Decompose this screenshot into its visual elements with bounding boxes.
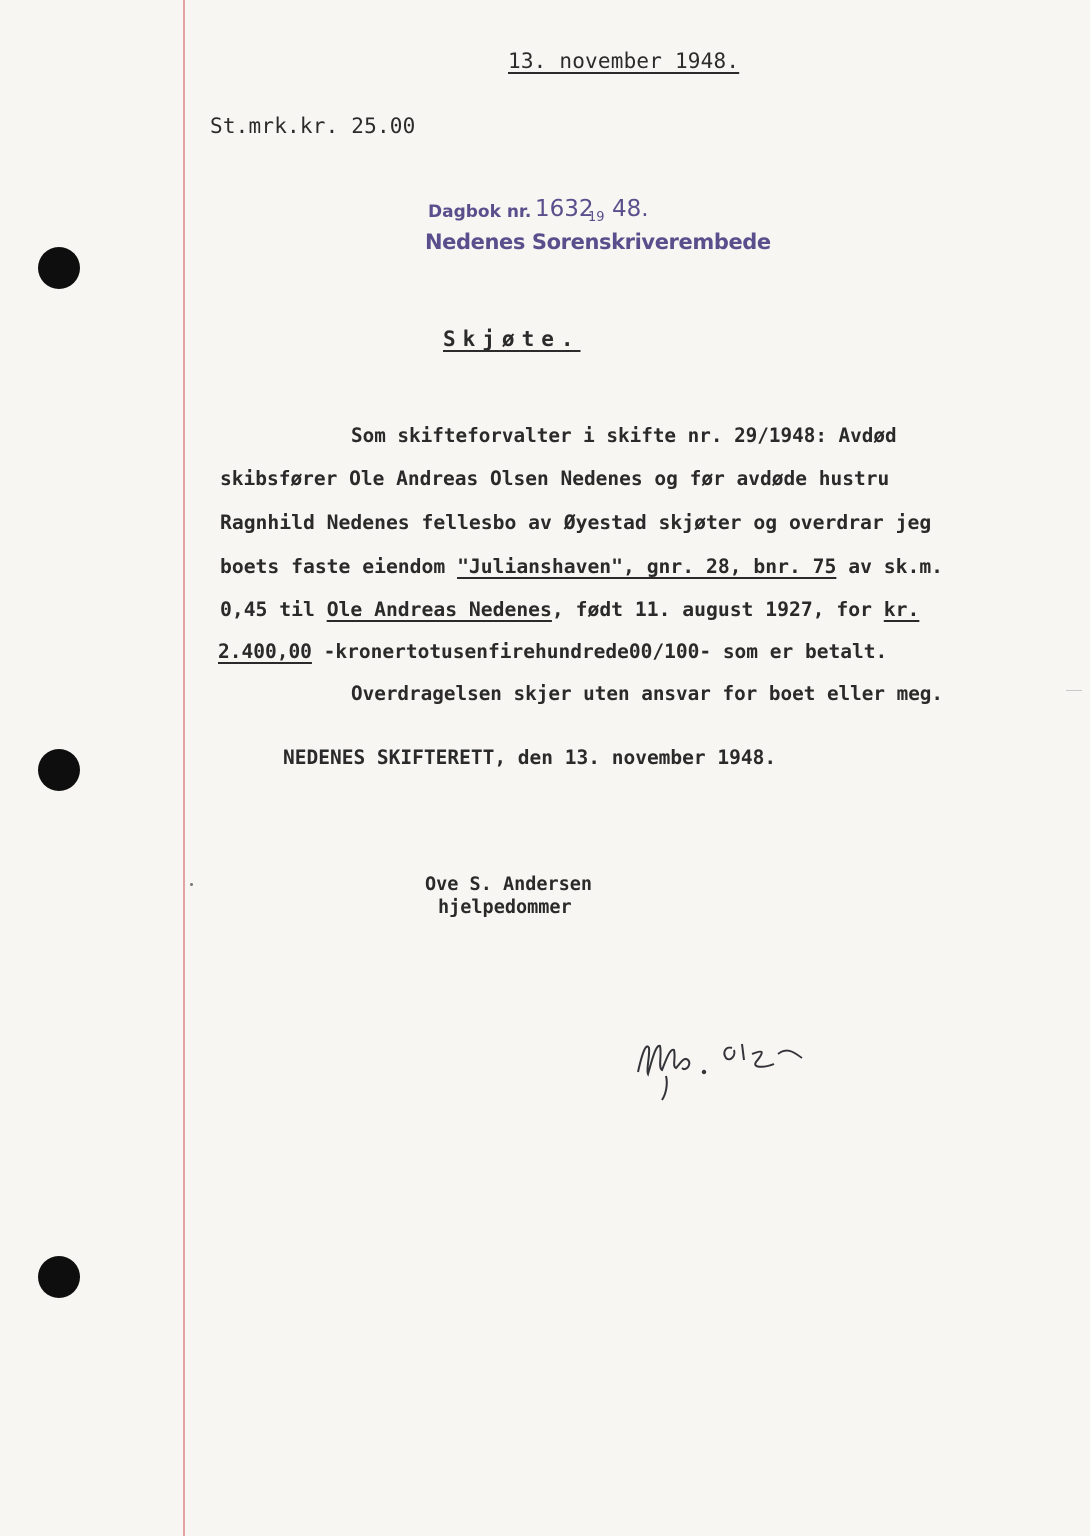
body-line-4 bbox=[220, 555, 943, 578]
dagbok-number: 1632 bbox=[535, 196, 594, 222]
scan-speck bbox=[190, 883, 193, 886]
punch-hole-bottom bbox=[38, 1256, 80, 1298]
punch-hole-middle bbox=[38, 749, 80, 791]
dagbok-year: 48. bbox=[612, 196, 649, 222]
body-line-7: Overdragelsen skjer uten ansvar for boet eller meg. bbox=[351, 682, 944, 705]
body-line-5 bbox=[220, 598, 919, 621]
body-line-1: Som skifteforvalter i skifte nr. 29/1948: Avdød bbox=[351, 424, 897, 447]
property-name: "Julianshaven", gnr. 28, bnr. 75 bbox=[457, 555, 837, 578]
body-line-5-c: , født 11. august 1927, for bbox=[551, 598, 884, 621]
handwritten-initials bbox=[632, 1020, 822, 1114]
body-line-3: Ragnhild Nedenes fellesbo av Øyestad skjøter og overdrar jeg bbox=[220, 511, 932, 534]
margin-line bbox=[183, 0, 185, 1536]
body-line-2: skibsfører Ole Andreas Olsen Nedenes og før avdøde hustru bbox=[220, 467, 890, 490]
stamp-duty: St.mrk.kr. 25.00 bbox=[210, 114, 416, 138]
price-amount: 2.400,00 bbox=[218, 640, 312, 663]
document-title: Skjøte. bbox=[443, 327, 581, 351]
header-date: 13. november 1948. bbox=[508, 49, 740, 73]
place-date: NEDENES SKIFTERETT, den 13. november 1948. bbox=[283, 746, 777, 769]
punch-hole-top bbox=[38, 247, 80, 289]
body-line-5-a: 0,45 til bbox=[220, 598, 327, 621]
signatory-name: Ove S. Andersen bbox=[425, 874, 593, 895]
dagbok-small: 19 bbox=[588, 210, 605, 225]
body-line-6 bbox=[218, 640, 887, 663]
office-name: Nedenes Sorenskriverembede bbox=[425, 230, 771, 254]
currency-label: kr. bbox=[883, 598, 920, 621]
body-line-4-a: boets faste eiendom bbox=[220, 555, 458, 578]
buyer-name: Ole Andreas Nedenes bbox=[326, 598, 552, 621]
body-line-6-b: -kronertotusenfirehundrede00/100- som er betalt. bbox=[311, 640, 888, 663]
scan-mark bbox=[1066, 690, 1082, 691]
dagbok-label: Dagbok nr. bbox=[428, 202, 532, 222]
body-line-4-c: av sk.m. bbox=[836, 555, 944, 578]
signatory-title: hjelpedommer bbox=[438, 897, 572, 918]
